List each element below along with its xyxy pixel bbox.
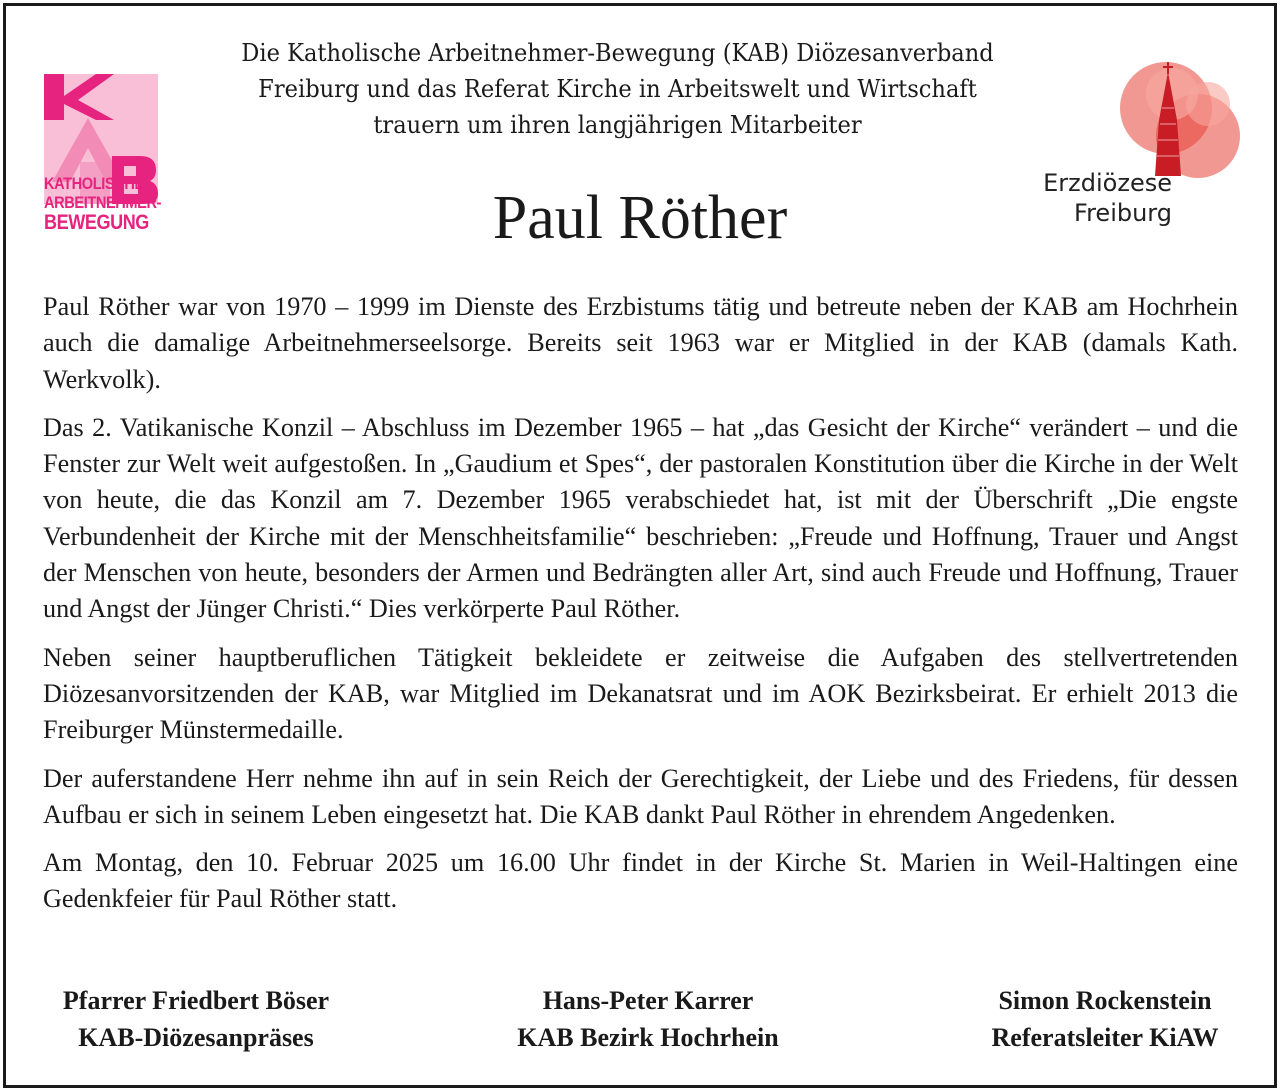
signature-role: KAB-Diözesanpräses: [78, 1023, 314, 1052]
intro-line2: Freiburg und das Referat Kirche in Arbeitswelt und Wirtschaft: [258, 75, 977, 103]
body-text: [43, 289, 1238, 930]
signature-role: Referatsleiter KiAW: [991, 1023, 1219, 1052]
paragraph: Paul Röther war von 1970 – 1999 im Dienste des Erzbistums tätig und betreute neben der KAB am Hochrhein auch die damalige Arbeitnehmerseelsorge. Bereits seit 1963 war er Mitglied in der KAB (damals Kath. Werkvolk).: [43, 292, 1238, 394]
intro-line1: Die Katholische Arbeitnehmer-Bewegung (KAB) Diözesanverband: [241, 39, 994, 67]
intro-text: [225, 35, 1010, 143]
kab-logo-line3: BEWEGUNG: [44, 211, 149, 234]
deceased-name: Paul Röther: [492, 184, 788, 252]
paragraph: Der auferstandene Herr nehme ihn auf in sein Reich der Gerechtigkeit, der Liebe und des Friedens, für dessen Aufbau er sich in seinem Leben eingesetzt hat. Die KAB dankt Paul Röther in ehrendem Angedenken.: [43, 763, 1238, 829]
erzdioezese-line1: Erzdiözese: [1043, 169, 1172, 197]
signature-block: [488, 982, 808, 1056]
kab-logo-text: [44, 174, 162, 234]
paragraph: Neben seiner hauptberuflichen Tätigkeit bekleidete er zeitweise die Aufgaben des stellvertretenden Diözesanvorsitzenden der KAB, war Mitglied im Dekanatsrat und im AOK Bezirksbeirat. Er erhielt 2013 die Freiburger Münstermedaille.: [43, 642, 1238, 745]
signature-role: KAB Bezirk Hochrhein: [517, 1023, 779, 1052]
signature-name: Simon Rockenstein: [998, 986, 1212, 1015]
signature-name: Hans-Peter Karrer: [542, 986, 754, 1015]
signature-block: [964, 982, 1246, 1056]
kab-logo-line1: KATHOLISCHE: [44, 174, 144, 193]
erzdioezese-logo-text: [1012, 168, 1172, 228]
signature-name: Pfarrer Friedbert Böser: [62, 986, 330, 1015]
paragraph: Am Montag, den 10. Februar 2025 um 16.00 Uhr findet in der Kirche St. Marien in Weil-Haltingen eine Gedenkfeier für Paul Röther statt.: [43, 848, 1238, 914]
paragraph: Das 2. Vatikanische Konzil – Abschluss im Dezember 1965 – hat „das Gesicht der Kirche“ verändert – und die Fenster zur Welt weit aufgestoßen. In „Gaudium et Spes“, der pastoralen Konstitution über die Kirche in der Welt von heute, die das Konzil am 7. Dezember 1965 verabschiedet hat, ist mit der Überschrift „Die engste Verbundenheit der Kirche mit der Menschheitsfamilie“ beschrieben: „Freude und Hoffnung, Trauer und Angst der Menschen von heute, besonders der Armen und Bedrängten aller Art, sind auch Freude und Hoffnung, Trauer und Angst der Jünger Christi.“ Dies verkörperte Paul Röther.: [43, 412, 1238, 624]
erzdioezese-line2: Freiburg: [1074, 199, 1172, 227]
signature-block: [40, 982, 352, 1056]
intro-line3: trauern um ihren langjährigen Mitarbeiter: [373, 111, 862, 139]
kab-logo-line2: ARBEITNEHMER-: [44, 193, 162, 212]
